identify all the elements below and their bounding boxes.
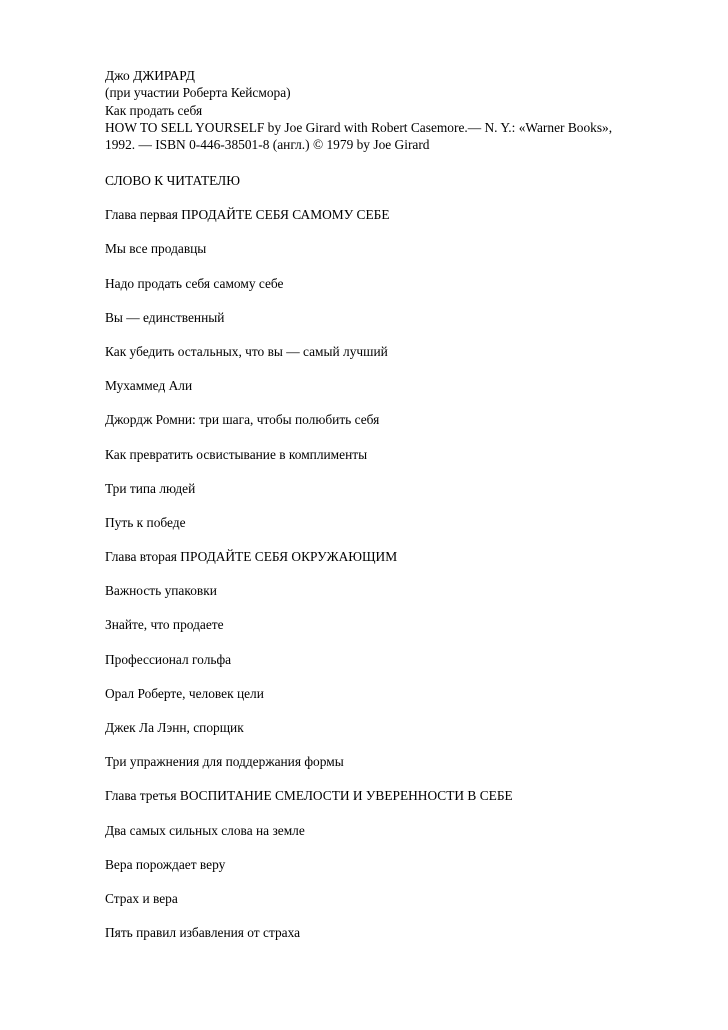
toc-item: Важность упаковки — [105, 583, 217, 599]
toc-item: Вера порождает веру — [105, 856, 226, 872]
toc-item: Два самых сильных слова на земле — [105, 822, 305, 838]
toc-item: Надо продать себя самому себе — [105, 275, 284, 291]
toc-item: Страх и вера — [105, 890, 178, 906]
toc-item: Как убедить остальных, что вы — самый лучший — [105, 343, 388, 359]
toc-item: Путь к победе — [105, 514, 186, 530]
toc-item: Как превратить освистывание в комплименты — [105, 446, 368, 462]
toc-item: Три упражнения для поддержания формы — [105, 754, 344, 770]
toc-item: Мы все продавцы — [105, 241, 207, 257]
toc-item: Пять правил избавления от страха — [105, 925, 301, 941]
toc-item: Знайте, что продаете — [105, 617, 224, 633]
isbn-line: 1992. — ISBN 0-446-38501-8 (англ.) © 1979 by Joe Girard — [105, 137, 430, 153]
table-of-contents — [105, 172, 705, 958]
toc-item: Мухаммед Али — [105, 378, 193, 394]
toc-item: Джек Ла Лэнн, спорщик — [105, 720, 244, 735]
author-line: Джо ДЖИРАРД — [105, 68, 195, 83]
toc-item: Орал Роберте, человек цели — [105, 685, 264, 701]
original-edition-line: HOW TO SELL YOURSELF by Joe Girard with Robert Casemore.— N. Y.: «Warner Books», — [105, 119, 613, 135]
document-header — [105, 67, 705, 153]
toc-item: Три типа людей — [105, 480, 196, 496]
coauthor-line: (при участии Роберта Кейсмора) — [105, 85, 291, 101]
toc-section-foreword: СЛОВО К ЧИТАТЕЛЮ — [105, 173, 240, 188]
toc-item: Вы — единственный — [105, 309, 225, 325]
toc-chapter-1: Глава первая ПРОДАЙТЕ СЕБЯ САМОМУ СЕБЕ — [105, 207, 390, 223]
toc-chapter-2: Глава вторая ПРОДАЙТЕ СЕБЯ ОКРУЖАЮЩИМ — [105, 549, 398, 565]
toc-item: Джордж Ромни: три шага, чтобы полюбить себя — [105, 412, 380, 428]
toc-item: Профессионал гольфа — [105, 651, 232, 667]
toc-chapter-3: Глава третья ВОСПИТАНИЕ СМЕЛОСТИ И УВЕРЕННОСТИ В СЕБЕ — [105, 788, 513, 804]
book-title: Как продать себя — [105, 102, 203, 118]
